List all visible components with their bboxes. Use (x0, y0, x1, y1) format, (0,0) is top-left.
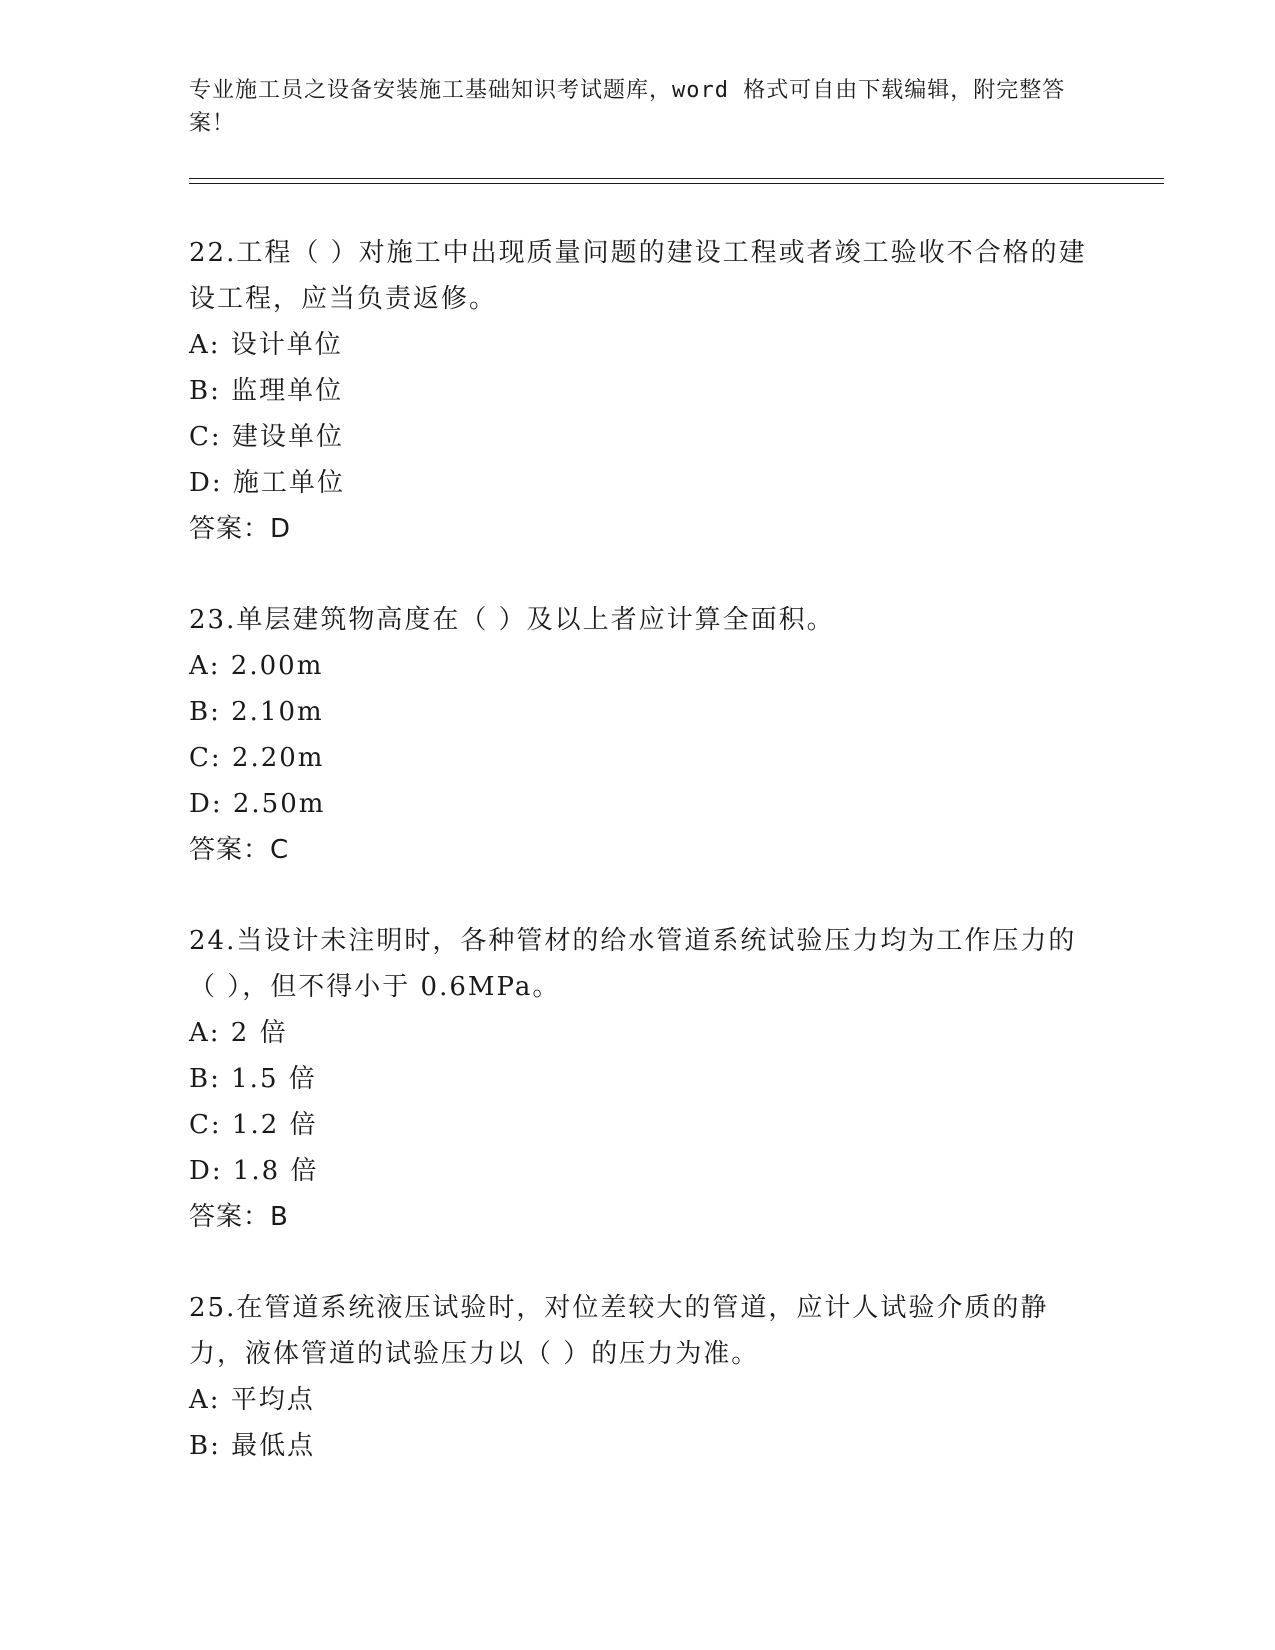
option-d: D: 1.8 倍 (189, 1156, 319, 1186)
question-stem: 25.在管道系统液压试验时，对位差较大的管道，应计人试验介质的静力，液体管道的试验压力以（ ）的压力为准。 (189, 1293, 1049, 1369)
option-b: B: 2.10m (189, 697, 324, 727)
option-a: A: 2.00m (189, 651, 324, 681)
answer: 答案：D (189, 514, 292, 544)
question-stem: 22.工程（ ）对施工中出现质量问题的建设工程或者竣工验收不合格的建设工程，应当负责返修。 (189, 238, 1087, 314)
option-a: A: 平均点 (189, 1385, 315, 1415)
option-a: A: 2 倍 (189, 1018, 288, 1048)
option-a: A: 设计单位 (189, 330, 343, 360)
question-25 (189, 1285, 1089, 1469)
answer: 答案：B (189, 1202, 289, 1232)
question-22 (189, 230, 1089, 552)
option-c: C: 1.2 倍 (189, 1110, 318, 1140)
header-divider-top (189, 178, 1164, 179)
option-b: B: 最低点 (189, 1431, 316, 1461)
question-24 (189, 918, 1089, 1240)
option-b: B: 1.5 倍 (189, 1064, 317, 1094)
option-d: D: 施工单位 (189, 468, 345, 498)
option-b: B: 监理单位 (189, 376, 344, 406)
question-stem: 23.单层建筑物高度在（ ）及以上者应计算全面积。 (189, 605, 835, 635)
question-stem: 24.当设计未注明时，各种管材的给水管道系统试验压力均为工作压力的（ ），但不得小于 0.6MPa。 (189, 926, 1077, 1002)
answer: 答案：C (189, 835, 290, 865)
header-divider-bottom (189, 183, 1164, 184)
option-c: C: 2.20m (189, 743, 325, 773)
document-header: 专业施工员之设备安装施工基础知识考试题库，word 格式可自由下载编辑，附完整答案！ (189, 78, 1066, 136)
option-c: C: 建设单位 (189, 422, 344, 452)
question-23 (189, 597, 1089, 873)
option-d: D: 2.50m (189, 789, 326, 819)
